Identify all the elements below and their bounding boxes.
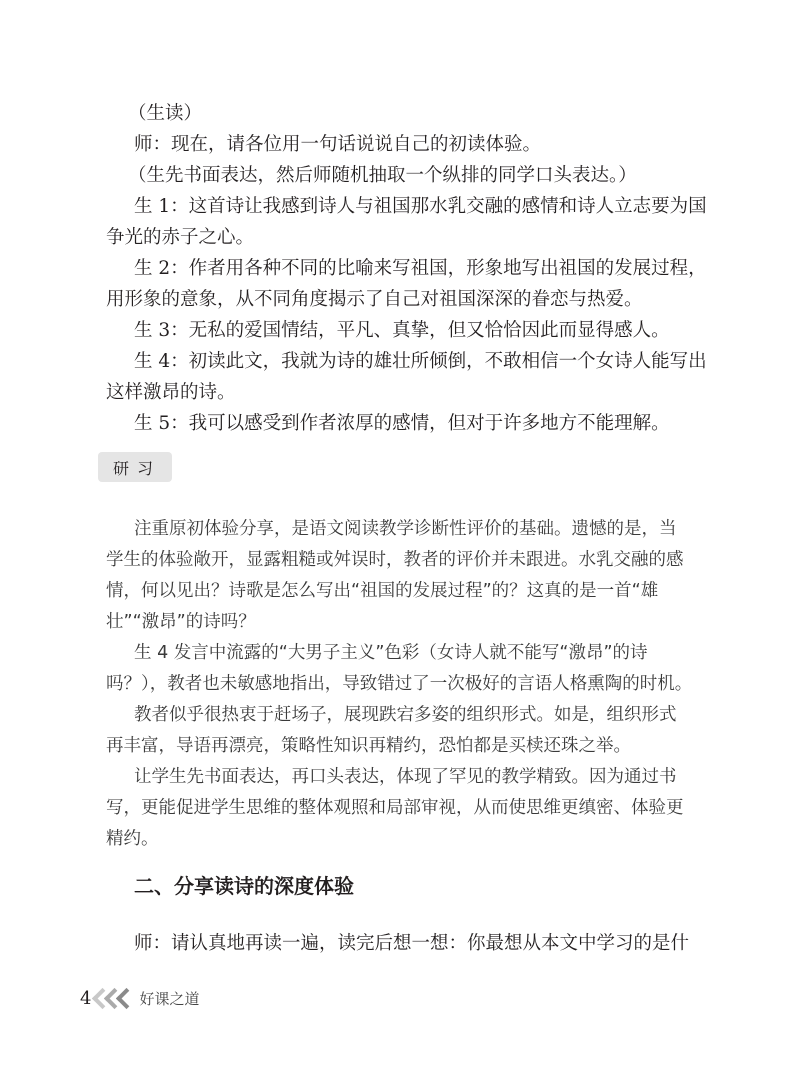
section-label: 研习 xyxy=(113,459,162,478)
commentary-line: 情，何以见出？诗歌是怎么写出“祖国的发展过程”的？这真的是一首“雄 xyxy=(106,581,659,601)
stage-direction: （生先书面表达，然后师随机抽取一个纵排的同学口头表达。） xyxy=(128,165,637,186)
student-line: 生 3：无私的爱国情结，平凡、真挚，但又恰恰因此而显得感人。 xyxy=(134,320,670,341)
student-line: 用形象的意象，从不同角度揭示了自己对祖国深深的眷恋与热爱。 xyxy=(106,289,643,310)
commentary-line: 写，更能促进学生思维的整体观照和局部审视，从而使思维更缜密、体验更 xyxy=(106,798,684,818)
teacher-line: 师：现在，请各位用一句话说说自己的初读体验。 xyxy=(134,134,542,155)
commentary-line: 生 4 发言中流露的“大男子主义”色彩（女诗人就不能写“激昂”的诗 xyxy=(134,643,648,663)
commentary-line: 吗？），教者也未敏感地指出，导致错过了一次极好的言语人格熏陶的时机。 xyxy=(106,674,693,694)
commentary-line: 教者似乎很热衷于赶场子，展现跌宕多姿的组织形式。如是，组织形式 xyxy=(134,705,677,725)
student-line: 生 4：初读此文，我就为诗的雄壮所倾倒，不敢相信一个女诗人能写出 xyxy=(134,351,707,372)
commentary-line: 让学生先书面表达，再口头表达，体现了罕见的教学精致。因为通过书 xyxy=(134,767,677,787)
commentary-line: 注重原初体验分享，是语文阅读教学诊断性评价的基础。遗憾的是，当 xyxy=(134,519,677,539)
student-line: 这样激昂的诗。 xyxy=(106,382,236,403)
commentary-line: 壮”“激昂”的诗吗？ xyxy=(106,612,256,632)
commentary-line: 再丰富，导语再漂亮，策略性知识再精约，恐怕都是买椟还珠之举。 xyxy=(106,736,631,756)
commentary-line: 学生的体验敞开，显露粗糙或舛误时，教者的评价并未跟进。水乳交融的感 xyxy=(106,550,684,570)
page-number: 4 xyxy=(80,987,92,1009)
page-footer xyxy=(80,986,199,1010)
book-title: 好课之道 xyxy=(139,989,200,1008)
teacher-line: 师：请认真地再读一遍，读完后想一想：你最想从本文中学习的是什 xyxy=(134,933,690,954)
stage-direction: （生读） xyxy=(128,103,203,124)
commentary-line: 精约。 xyxy=(106,829,159,849)
student-line: 生 5：我可以感受到作者浓厚的感情，但对于许多地方不能理解。 xyxy=(134,413,670,434)
section-heading: 二、分享读诗的深度体验 xyxy=(134,874,354,898)
student-line: 生 1：这首诗让我感到诗人与祖国那水乳交融的感情和诗人立志要为国 xyxy=(134,196,707,217)
student-line: 争光的赤子之心。 xyxy=(106,227,255,248)
student-line: 生 2：作者用各种不同的比喻来写祖国，形象地写出祖国的发展过程， xyxy=(134,258,707,279)
chevron-left-icon xyxy=(95,991,131,1006)
